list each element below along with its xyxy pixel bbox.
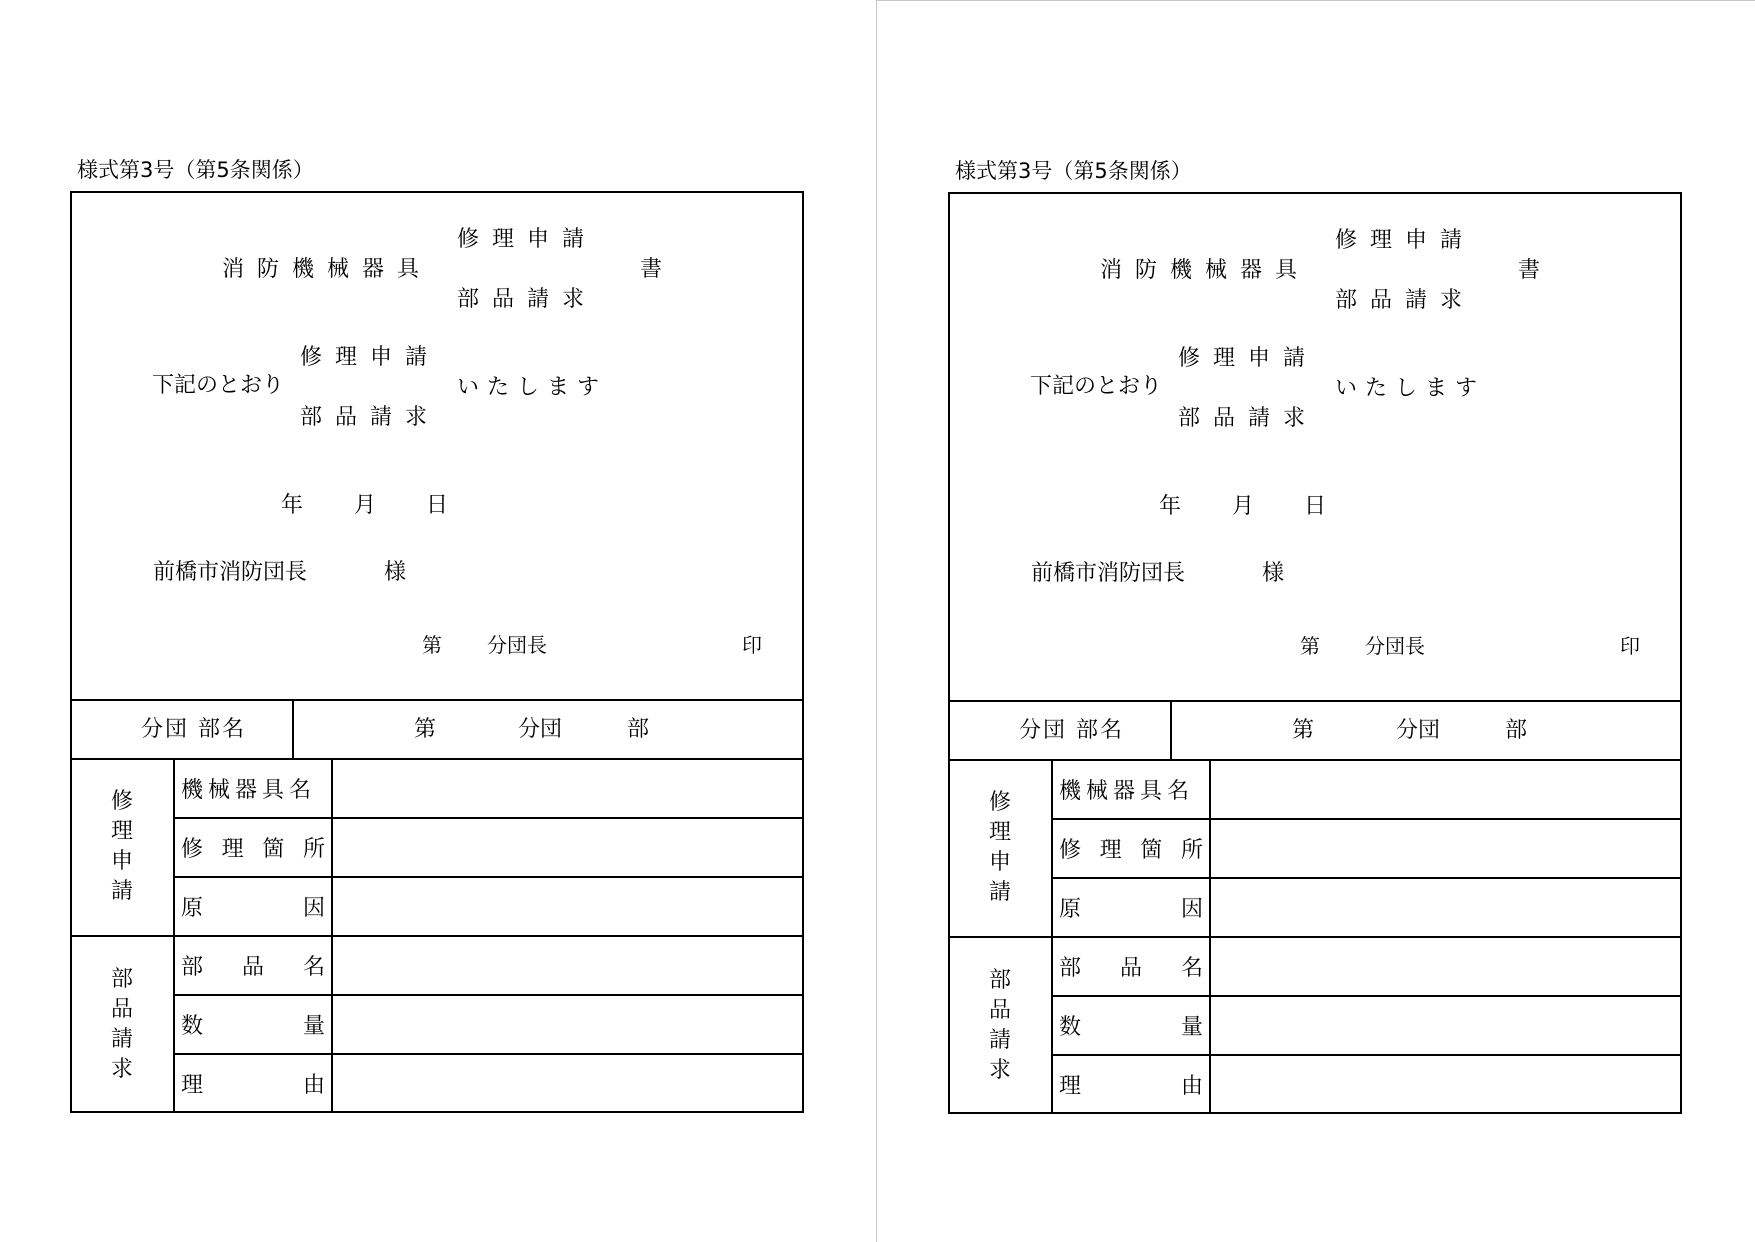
- parts-section-label: 部 品 請 求: [110, 967, 133, 1082]
- date-month: 月: [354, 493, 377, 518]
- unit-row-bundan: 分団: [1396, 718, 1441, 743]
- title-option-repair: 修理申請: [1335, 228, 1476, 253]
- addressee-name: 前橋市消防団長: [1031, 561, 1186, 586]
- repair-value-field[interactable]: [1215, 760, 1675, 816]
- form-frame: [70, 191, 804, 1113]
- date-day: 日: [1304, 494, 1327, 519]
- unit-row-label: 分団 部名: [1019, 718, 1124, 743]
- addressee-honorific: 様: [384, 560, 407, 585]
- parts-value-field[interactable]: [337, 996, 797, 1052]
- intro-prefix: 下記のとおり: [1030, 374, 1163, 399]
- title-suffix: 書: [1518, 258, 1541, 283]
- addressee-name: 前橋市消防団長: [153, 560, 308, 585]
- title-option-parts: 部品請求: [457, 287, 598, 312]
- applicant-dai: 第: [1300, 634, 1320, 658]
- seal-mark: 印: [1620, 634, 1640, 658]
- page-left: [0, 0, 876, 1242]
- table-top-border: [950, 700, 1680, 702]
- title-suffix: 書: [640, 257, 663, 282]
- repair-row-label: 機械器具名: [181, 777, 317, 803]
- repair-row-label: 修 理 箇 所: [181, 836, 325, 862]
- intro-option-parts: 部品請求: [1178, 406, 1319, 431]
- repair-value-field[interactable]: [1215, 879, 1675, 935]
- repair-row-label: 原 因: [181, 895, 325, 921]
- repair-value-field[interactable]: [337, 759, 797, 815]
- intro-suffix: いたします: [1335, 376, 1486, 401]
- form-number-label: 様式第3号（第5条関係）: [77, 158, 314, 182]
- date-year: 年: [281, 493, 304, 518]
- parts-value-field[interactable]: [1215, 997, 1675, 1053]
- intro-option-parts: 部品請求: [300, 405, 441, 430]
- applicant-dai: 第: [422, 633, 442, 657]
- unit-row-divider: [1170, 700, 1172, 760]
- unit-row-dai: 第: [414, 717, 437, 742]
- repair-row-label: 機械器具名: [1059, 778, 1195, 804]
- parts-value-field[interactable]: [337, 1055, 797, 1111]
- applicant-unit-head: 分団長: [487, 633, 547, 657]
- parts-value-field[interactable]: [1215, 938, 1675, 994]
- page-right: [876, 0, 1755, 1242]
- repair-row-label: 原 因: [1059, 896, 1203, 922]
- unit-row-label: 分団 部名: [141, 717, 246, 742]
- parts-row-label: 数 量: [181, 1013, 325, 1039]
- repair-value-field[interactable]: [337, 819, 797, 875]
- parts-value-field[interactable]: [1215, 1056, 1675, 1112]
- unit-row-divider: [292, 699, 294, 759]
- date-month: 月: [1232, 494, 1255, 519]
- parts-row-label: 理 由: [181, 1072, 325, 1098]
- repair-value-field[interactable]: [1215, 820, 1675, 876]
- table-top-border: [72, 699, 802, 701]
- title-prefix: 消防機械器具: [222, 257, 433, 282]
- parts-row-label: 部 品 名: [181, 954, 325, 980]
- parts-row-label: 理 由: [1059, 1073, 1203, 1099]
- title-option-parts: 部品請求: [1335, 288, 1476, 313]
- repair-value-field[interactable]: [337, 878, 797, 934]
- repair-section-label: 修 理 申 請: [110, 789, 133, 904]
- title-prefix: 消防機械器具: [1100, 258, 1311, 283]
- parts-section-label: 部 品 請 求: [988, 968, 1011, 1083]
- seal-mark: 印: [742, 633, 762, 657]
- parts-row-label: 部 品 名: [1059, 955, 1203, 981]
- repair-section-label: 修 理 申 請: [988, 790, 1011, 905]
- repair-row-label: 修 理 箇 所: [1059, 837, 1203, 863]
- addressee-honorific: 様: [1262, 561, 1285, 586]
- parts-row-label: 数 量: [1059, 1014, 1203, 1040]
- form-frame: [948, 192, 1682, 1114]
- intro-prefix: 下記のとおり: [152, 373, 285, 398]
- unit-row-dai: 第: [1292, 718, 1315, 743]
- date-year: 年: [1159, 494, 1182, 519]
- form-number-label: 様式第3号（第5条関係）: [955, 159, 1192, 183]
- applicant-unit-head: 分団長: [1365, 634, 1425, 658]
- parts-value-field[interactable]: [337, 937, 797, 993]
- intro-suffix: いたします: [457, 375, 608, 400]
- unit-row-bu: 部: [627, 717, 650, 742]
- intro-option-repair: 修理申請: [300, 345, 441, 370]
- unit-row-bu: 部: [1505, 718, 1528, 743]
- date-day: 日: [426, 493, 449, 518]
- title-option-repair: 修理申請: [457, 227, 598, 252]
- intro-option-repair: 修理申請: [1178, 346, 1319, 371]
- unit-row-bundan: 分団: [518, 717, 563, 742]
